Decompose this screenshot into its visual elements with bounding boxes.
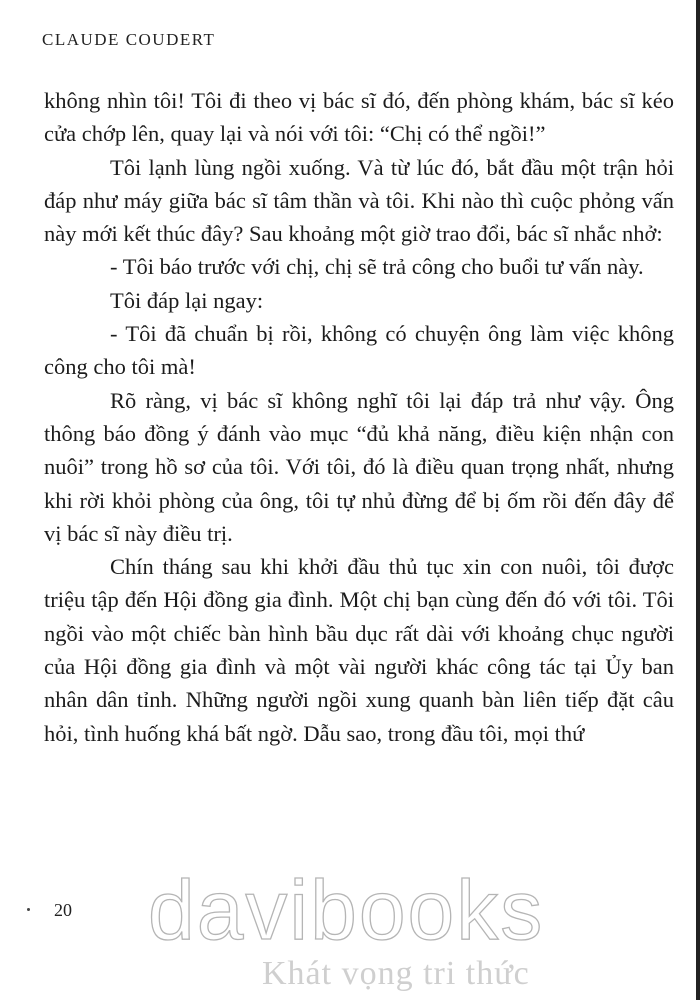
paragraph-2: Tôi lạnh lùng ngồi xuống. Và từ lúc đó, bắt đầu một trận hỏi đáp như máy giữa bác sĩ tâm thần và tôi. Khi nào thì cuộc phỏng vấn này mới kết thúc đây? Sau khoảng một giờ trao đổi, bác sĩ nhắc nhở: [44, 154, 674, 247]
paragraph-4: Rõ ràng, vị bác sĩ không nghĩ tôi lại đáp trả như vậy. Ông thông báo đồng ý đánh vào mục “đủ khả năng, điều kiện nhận con nuôi” trong hồ sơ của tôi. Với tôi, đó là điều quan trọng nhất, nhưng khi rời khỏi phòng của ông, tôi tự nhủ đừng để bị ốm rồi đến đây để vị bác sĩ này điều trị. [44, 387, 674, 546]
dialogue-line-2: - Tôi đã chuẩn bị rồi, không có chuyện ông làm việc không công cho tôi mà! [44, 321, 674, 380]
paragraph-1: không nhìn tôi! Tôi đi theo vị bác sĩ đó, đến phòng khám, bác sĩ kéo cửa chớp lên, quay lại và nói với tôi: “Chị có thể ngồi!” [44, 88, 674, 147]
paragraph-3: Tôi đáp lại ngay: [110, 287, 264, 313]
body-text [44, 84, 674, 750]
watermark-logo: davibooks [148, 863, 545, 957]
page-number: 20 [54, 900, 72, 920]
page-edge-shadow [696, 0, 700, 1000]
margin-dot [27, 908, 30, 911]
dialogue-line-1: - Tôi báo trước với chị, chị sẽ trả công cho buổi tư vấn này. [110, 254, 644, 280]
watermark-slogan: Khát vọng tri thức [262, 955, 530, 992]
running-header-author: CLAUDE COUDERT [42, 30, 216, 49]
paragraph-5: Chín tháng sau khi khởi đầu thủ tục xin con nuôi, tôi được triệu tập đến Hội đồng gia đình. Một chị bạn cùng đến đó với tôi. Tôi ngồi vào một chiếc bàn hình bầu dục rất dài với khoảng chục người của Hội đồng gia đình và một vài người khác công tác tại Ủy ban nhân dân tỉnh. Những người ngồi xung quanh bàn liên tiếp đặt câu hỏi, tình huống khá bất ngờ. Dẫu sao, trong đầu tôi, mọi thứ [44, 554, 674, 746]
